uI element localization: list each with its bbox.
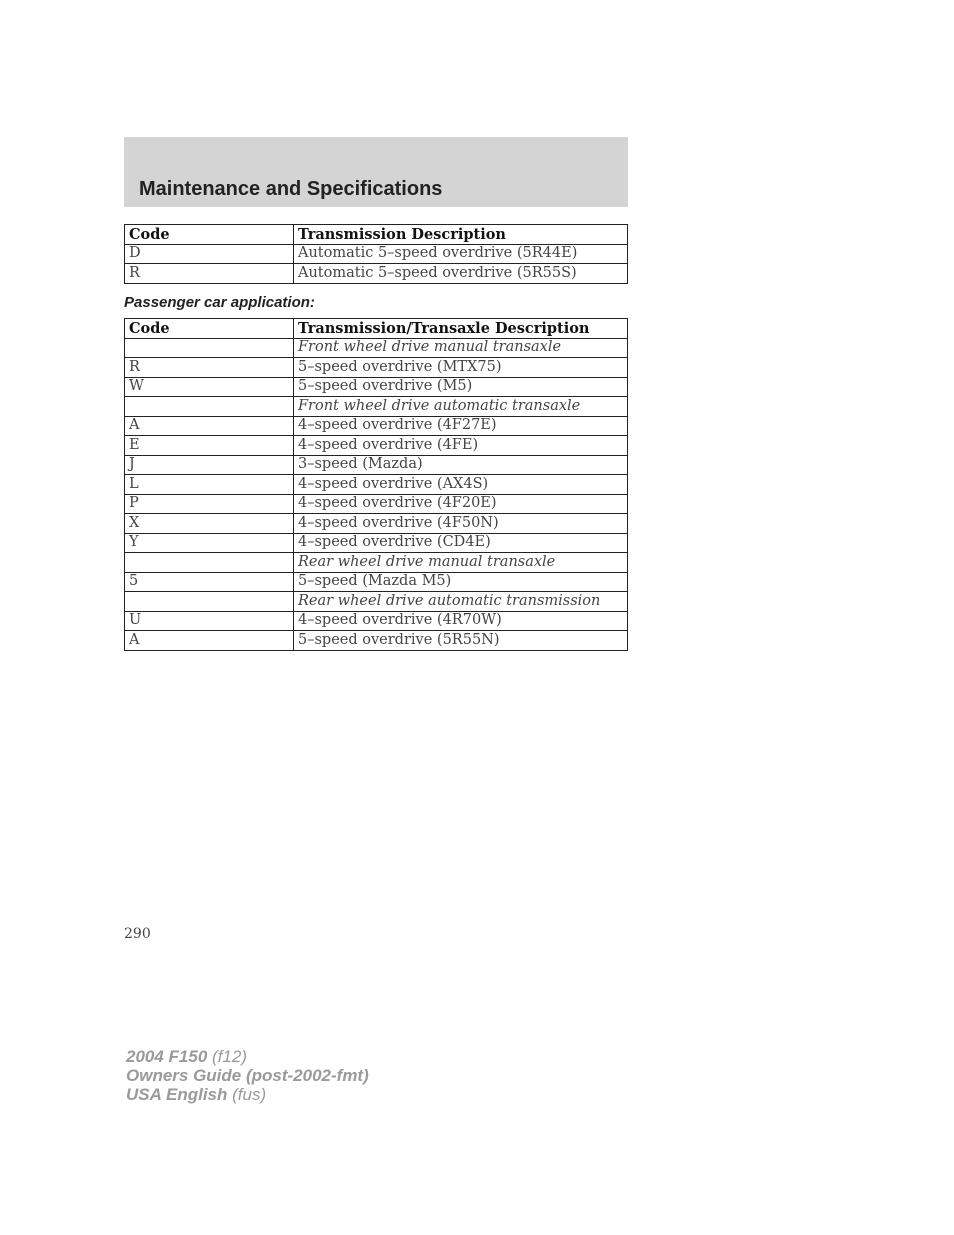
code-cell: J <box>125 455 294 475</box>
description-cell: Automatic 5–speed overdrive (5R55S) <box>294 264 628 284</box>
column-header-code: Code <box>125 225 294 245</box>
description-cell: 4–speed overdrive (AX4S) <box>294 475 628 495</box>
section-title: Maintenance and Specifications <box>139 178 443 200</box>
section-header-band <box>124 137 628 207</box>
code-cell: X <box>125 514 294 534</box>
code-cell <box>125 338 294 358</box>
description-cell: Automatic 5–speed overdrive (5R44E) <box>294 244 628 264</box>
description-cell: Front wheel drive automatic transaxle <box>294 397 628 417</box>
table-row <box>125 244 628 264</box>
footer-language-code: (fus) <box>232 1085 267 1104</box>
description-cell: 4–speed overdrive (4F20E) <box>294 494 628 514</box>
footer-line-2 <box>126 1066 369 1085</box>
table-row <box>125 631 628 651</box>
description-cell: 5–speed (Mazda M5) <box>294 572 628 592</box>
description-cell: 5–speed overdrive (MTX75) <box>294 358 628 378</box>
table-row <box>125 572 628 592</box>
footer-language: USA English <box>126 1085 228 1104</box>
code-cell: 5 <box>125 572 294 592</box>
code-cell: R <box>125 264 294 284</box>
passenger-car-subheading: Passenger car application: <box>124 294 315 311</box>
table-category-row <box>125 338 628 358</box>
table-row <box>125 358 628 378</box>
table-header-row <box>125 319 628 339</box>
description-cell: 5–speed overdrive (M5) <box>294 377 628 397</box>
code-cell <box>125 553 294 573</box>
truck-transmission-code-table <box>124 224 628 284</box>
description-cell: Rear wheel drive manual transaxle <box>294 553 628 573</box>
table-row <box>125 611 628 631</box>
code-cell: L <box>125 475 294 495</box>
table-header-row <box>125 225 628 245</box>
description-cell: 4–speed overdrive (4F27E) <box>294 416 628 436</box>
description-cell: 5–speed overdrive (5R55N) <box>294 631 628 651</box>
code-cell: U <box>125 611 294 631</box>
footer-model: 2004 F150 <box>126 1047 208 1066</box>
table-category-row <box>125 592 628 612</box>
description-cell: Rear wheel drive automatic transmission <box>294 592 628 612</box>
table-category-row <box>125 397 628 417</box>
code-cell <box>125 397 294 417</box>
column-header-code: Code <box>125 319 294 339</box>
code-cell: W <box>125 377 294 397</box>
table-row <box>125 514 628 534</box>
description-cell: 4–speed overdrive (CD4E) <box>294 533 628 553</box>
footer-line-1 <box>126 1047 369 1066</box>
footer-model-code: (f12) <box>212 1047 247 1066</box>
code-cell: A <box>125 416 294 436</box>
description-cell: 4–speed overdrive (4F50N) <box>294 514 628 534</box>
description-cell: 4–speed overdrive (4R70W) <box>294 611 628 631</box>
column-header-description: Transmission/Transaxle Description <box>294 319 628 339</box>
column-header-description: Transmission Description <box>294 225 628 245</box>
table-row <box>125 416 628 436</box>
table-row <box>125 494 628 514</box>
code-cell: E <box>125 436 294 456</box>
description-cell: 3–speed (Mazda) <box>294 455 628 475</box>
code-cell: Y <box>125 533 294 553</box>
code-cell: P <box>125 494 294 514</box>
table-row <box>125 264 628 284</box>
table-row <box>125 455 628 475</box>
page-number: 290 <box>124 926 151 942</box>
document-footer <box>126 1047 369 1104</box>
passenger-car-transmission-code-table <box>124 318 628 651</box>
footer-guide-name: Owners Guide (post-2002-fmt) <box>126 1066 369 1085</box>
code-cell: R <box>125 358 294 378</box>
code-cell <box>125 592 294 612</box>
table2-body <box>125 338 628 650</box>
footer-line-3 <box>126 1085 369 1104</box>
table-category-row <box>125 553 628 573</box>
table1-body <box>125 244 628 283</box>
table-row <box>125 475 628 495</box>
table-row <box>125 436 628 456</box>
code-cell: D <box>125 244 294 264</box>
code-cell: A <box>125 631 294 651</box>
description-cell: Front wheel drive manual transaxle <box>294 338 628 358</box>
description-cell: 4–speed overdrive (4FE) <box>294 436 628 456</box>
table-row <box>125 533 628 553</box>
table-row <box>125 377 628 397</box>
